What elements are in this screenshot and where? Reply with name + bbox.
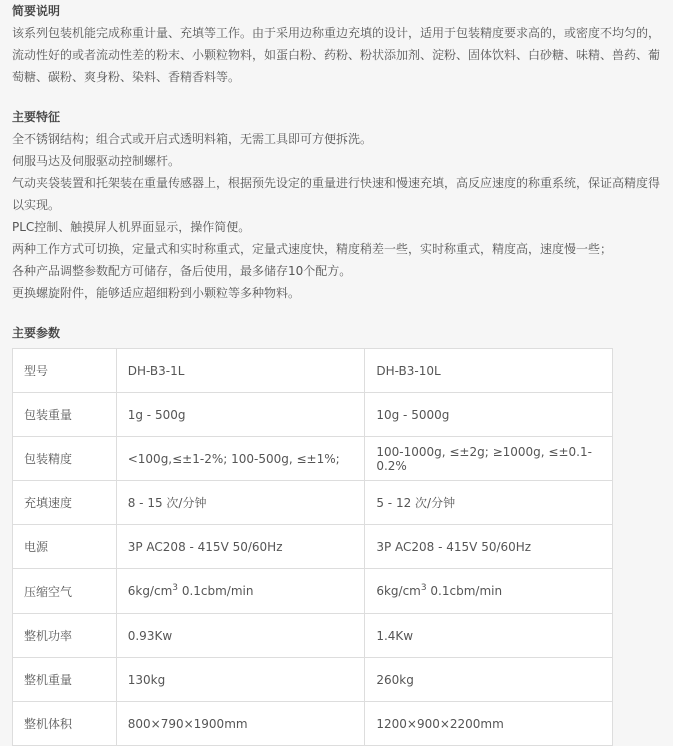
param-value-1l: <100g,≤±1-2%; 100-500g, ≤±1%; [116, 437, 365, 481]
feature-line: 气动夹袋装置和托架装在重量传感器上，根据预先设定的重量进行快速和慢速充填，高反应速度的称重系统，保证高精度得 [12, 176, 661, 190]
table-row [13, 658, 613, 702]
superscript: 3 [172, 583, 178, 593]
param-value-10l: 260kg [365, 658, 613, 702]
param-label: 充填速度 [13, 481, 117, 525]
param-value-10l: 1.4Kw [365, 614, 613, 658]
table-row [13, 614, 613, 658]
param-value-1l: 1g - 500g [116, 393, 365, 437]
feature-line: 全不锈钢结构；组合式或开启式透明料箱，无需工具即可方便拆洗。 [12, 132, 373, 146]
param-value-10l: 1200×900×2200mm [365, 702, 613, 746]
table-row [13, 349, 613, 393]
param-value-1l: 0.93Kw [116, 614, 365, 658]
param-value-10l [365, 569, 613, 614]
intro-line: 该系列包装机能完成称重计量、充填等工作。由于采用边称重边充填的设计，适用于包装精度要求高的，或密度不均匀的， [12, 26, 661, 40]
param-label: 包装精度 [13, 437, 117, 481]
param-label: 压缩空气 [13, 569, 117, 614]
features-heading: 主要特征 [12, 110, 61, 124]
param-value-1l: DH-B3-1L [116, 349, 365, 393]
feature-line: 各种产品调整参数配方可储存，备后使用，最多储存10个配方。 [12, 264, 352, 278]
superscript: 3 [420, 583, 427, 593]
air-flow: 0.1cbm/min [426, 584, 503, 598]
params-heading: 主要参数 [12, 326, 61, 340]
air-unit: 6kg/cm [127, 584, 173, 598]
feature-line: 更换螺旋附件，能够适应超细粉到小颗粒等多种物料。 [12, 286, 301, 300]
param-label: 整机体积 [13, 702, 117, 746]
param-label: 整机重量 [13, 658, 117, 702]
param-label: 整机功率 [13, 614, 117, 658]
param-label: 包装重量 [13, 393, 117, 437]
params-table [12, 348, 613, 746]
param-value-10l: DH-B3-10L [365, 349, 613, 393]
air-unit: 6kg/cm [376, 584, 421, 598]
param-value-1l: 800×790×1900mm [116, 702, 365, 746]
intro-heading: 简要说明 [12, 4, 61, 18]
param-value-10l: 3P AC208 - 415V 50/60Hz [365, 525, 613, 569]
param-value-10l: 10g - 5000g [365, 393, 613, 437]
table-row [13, 525, 613, 569]
feature-line: 伺服马达及伺服驱动控制螺杆。 [12, 154, 181, 168]
feature-line: 两种工作方式可切换，定量式和实时称重式，定量式速度快，精度稍差一些，实时称重式，精度高，速度慢一些； [12, 242, 613, 256]
intro-line: 萄糖、碳粉、爽身粉、染料、香精香料等。 [12, 70, 241, 84]
param-label: 型号 [13, 349, 117, 393]
param-value-1l: 130kg [116, 658, 365, 702]
intro-line: 流动性好的或者流动性差的粉末、小颗粒物料，如蛋白粉、药粉、粉状添加剂、淀粉、固体饮料、白砂糖、味精、兽药、葡 [12, 48, 661, 62]
param-value-10l: 5 - 12 次/分钟 [365, 481, 613, 525]
table-row [13, 437, 613, 481]
param-value-10l: 100-1000g, ≤±2g; ≥1000g, ≤±0.1-0.2% [365, 437, 613, 481]
air-flow: 0.1cbm/min [178, 584, 254, 598]
table-row [13, 393, 613, 437]
table-row [13, 569, 613, 614]
table-row [13, 481, 613, 525]
param-value-1l [116, 569, 365, 614]
feature-line: PLC控制、触摸屏人机界面显示，操作简便。 [12, 220, 251, 234]
param-value-1l: 8 - 15 次/分钟 [116, 481, 365, 525]
param-value-1l: 3P AC208 - 415V 50/60Hz [116, 525, 365, 569]
feature-line: 以实现。 [12, 198, 61, 212]
param-label: 电源 [13, 525, 117, 569]
